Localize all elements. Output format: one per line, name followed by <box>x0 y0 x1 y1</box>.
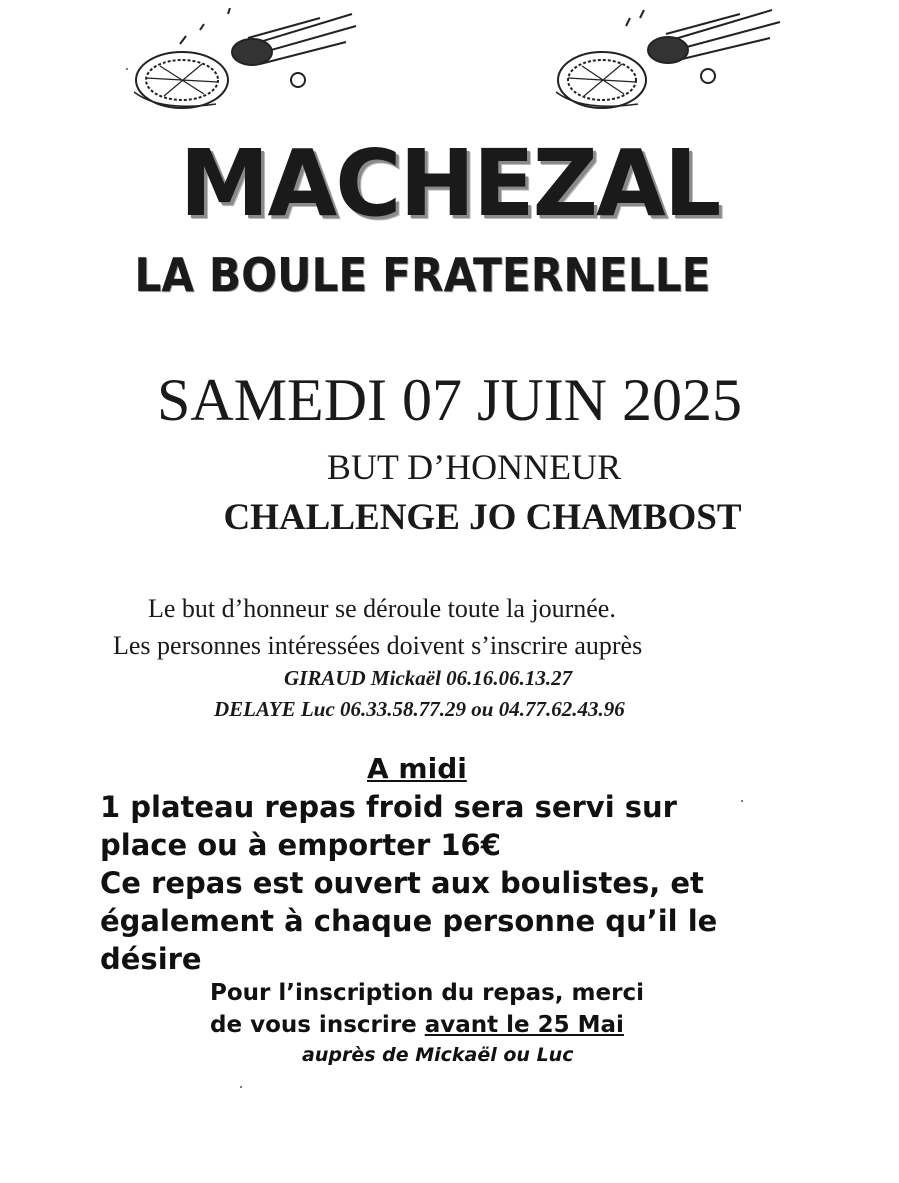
scan-speck <box>126 68 128 70</box>
meal-line: 1 plateau repas froid sera servi sur <box>100 790 677 824</box>
info-text: Le but d’honneur se déroule toute la journée. <box>148 594 616 623</box>
club-name: LA BOULE FRATERNELLE <box>134 248 711 302</box>
registration-deadline: avant le 25 Mai <box>424 1012 624 1038</box>
event-subtitle: BUT D’HONNEUR <box>326 447 622 487</box>
boules-left-icon <box>120 8 360 118</box>
scan-speck <box>240 1086 242 1088</box>
boules-right-icon <box>548 4 788 114</box>
meal-line: désire <box>100 942 202 976</box>
info-text: Les personnes intéressées doivent s’inscrire auprès <box>113 631 643 660</box>
contact-giraud: GIRAUD Mickaël 06.16.06.13.27 <box>284 666 573 690</box>
scan-speck <box>741 800 743 802</box>
registration-contact: auprès de Mickaël ou Luc <box>302 1044 574 1066</box>
registration-line <box>210 1012 624 1038</box>
event-date: SAMEDI 07 JUIN 2025 <box>157 367 742 433</box>
meal-line: également à chaque personne qu’il le <box>100 904 718 938</box>
challenge-name: CHALLENGE JO CHAMBOST <box>223 497 742 538</box>
meal-line: place ou à emporter 16€ <box>100 828 501 862</box>
registration-prefix: de vous inscrire <box>210 1012 425 1038</box>
registration-line: Pour l’inscription du repas, merci <box>210 980 644 1006</box>
town-title: MACHEZAL <box>179 130 720 237</box>
contact-delaye: DELAYE Luc 06.33.58.77.29 ou 04.77.62.43.96 <box>214 697 625 721</box>
meal-line: Ce repas est ouvert aux boulistes, et <box>100 866 704 900</box>
meal-heading: A midi <box>367 752 467 785</box>
